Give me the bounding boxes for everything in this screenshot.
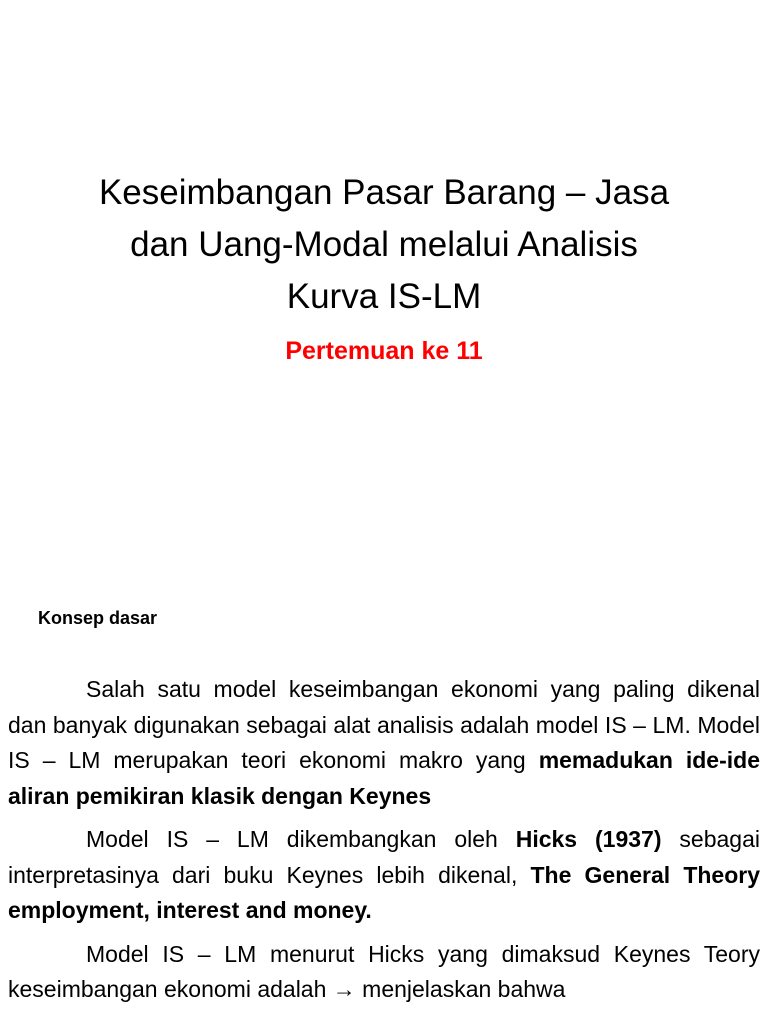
paragraph-2-bold-b: The General Theory employment, interest and money.: [8, 861, 760, 923]
paragraph-3: [8, 937, 760, 1008]
paragraph-1-bold: memadukan ide-ide aliran pemikiran klasik dengan Keynes: [8, 747, 760, 809]
paragraph-3-text: Model IS – LM menurut Hicks yang dimaksud Keynes Teory keseimbangan ekonomi adalah → menjelaskan bahwa: [8, 940, 760, 1002]
paragraph-2: [8, 822, 760, 929]
paragraph-2-bold-a: Hicks (1937): [515, 826, 662, 852]
paragraph-1: [8, 672, 760, 814]
body-text: [8, 672, 760, 1016]
page-title: [0, 167, 768, 323]
title-line-2: dan Uang-Modal melalui Analisis: [130, 225, 638, 264]
paragraph-1-text: Salah satu model keseimbangan ekonomi yang paling dikenal dan banyak digunakan sebagai alat analisis adalah model IS – LM. Model IS – LM merupakan teori ekonomi makro yang: [8, 676, 760, 773]
title-line-3: Kurva IS-LM: [286, 277, 482, 316]
title-line-1: Keseimbangan Pasar Barang – Jasa: [98, 173, 670, 212]
paragraph-2-text-a: Model IS – LM dikembangkan oleh: [86, 826, 516, 852]
page-subtitle: Pertemuan ke 11: [285, 337, 483, 365]
section-heading: Konsep dasar: [38, 608, 158, 628]
paragraph-2-text-b: sebagai interpretasinya dari buku Keynes lebih dikenal,: [8, 826, 760, 888]
